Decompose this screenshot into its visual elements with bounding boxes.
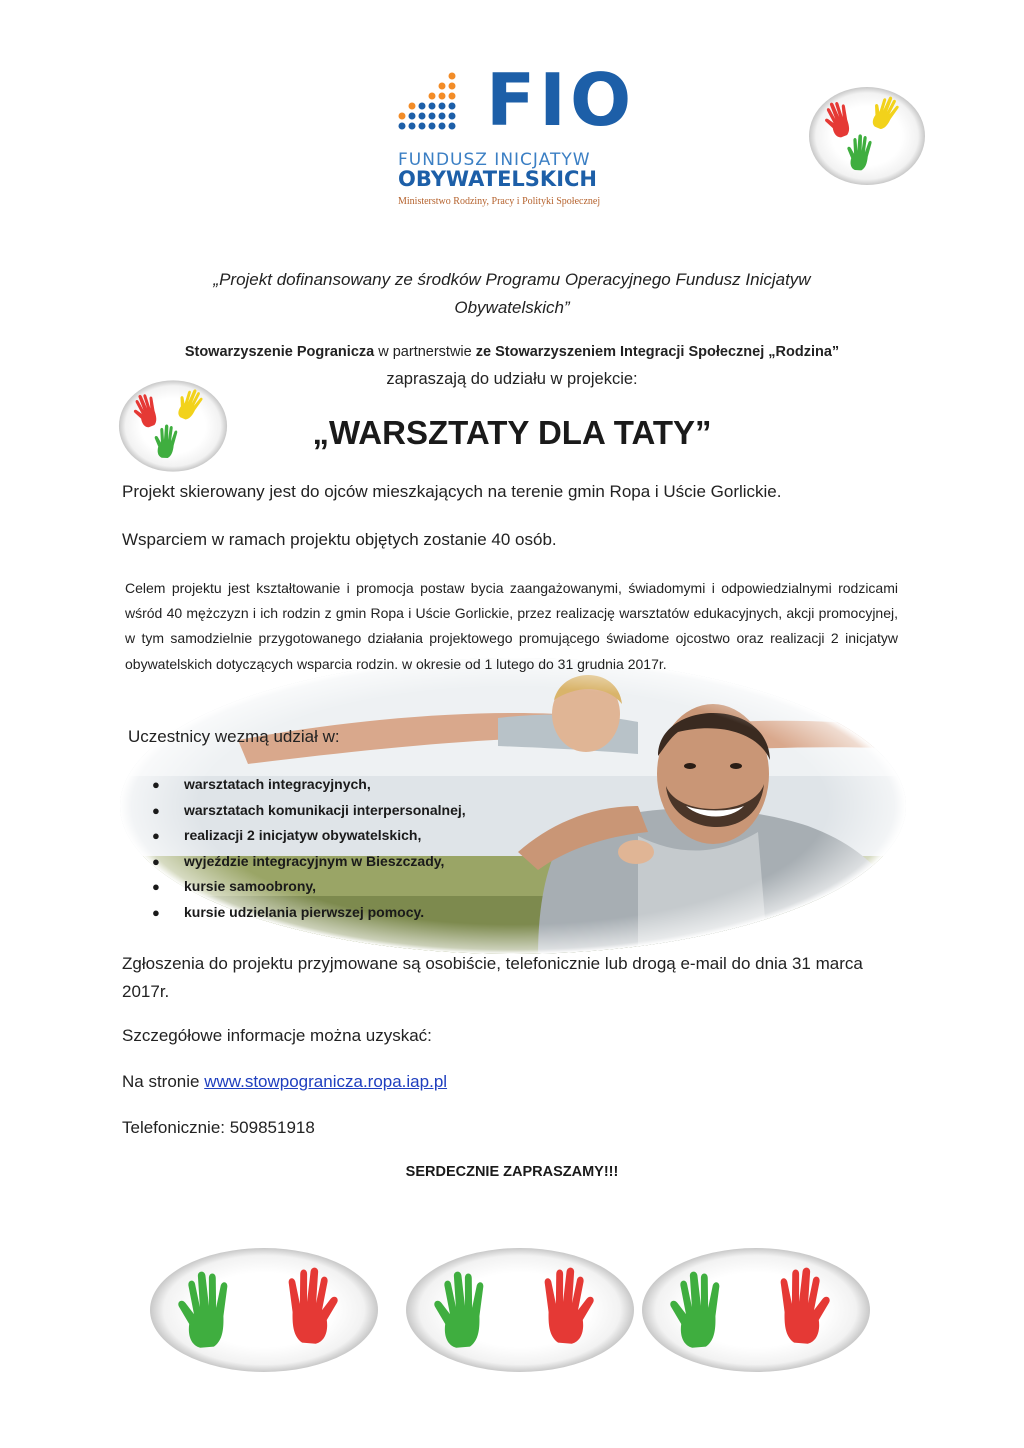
project-goal-paragraph: Celem projektu jest kształtowanie i promocja postaw bycia zaangażowanymi, świadomymi i odpowiedzialnymi rodzicami wśród 40 mężczyzn i ich rodzin z gmin Ropa i Uście Gorlickie, przez realizację warsztatów edukacyjnych, akcji promocyjnej, w tym samodzielnie przygotowanego działania projektowego promującego świadome ojcostwo oraz realizacji 2 inicjatyw obywatelskich dotyczących wsparcia rodzin. w okresie od 1 lutego do 31 grudnia 2017r. xyxy=(125,580,898,672)
fio-title: FIO xyxy=(486,58,636,142)
participants-heading: Uczestnicy wezmą udział w: xyxy=(128,727,340,746)
closing-invitation: SERDECZNIE ZAPRASZAMY!!! xyxy=(405,1164,619,1180)
application-paragraph: Zgłoszenia do projektu przyjmowane są osobiście, telefonicznie lub drogą e-mail do dnia 31 marca 2017r. xyxy=(122,954,863,1001)
hand-prints-icon xyxy=(808,86,926,186)
activity-label: wyjeździe integracyjnym w Bieszczady, xyxy=(184,852,445,869)
list-item xyxy=(152,900,466,926)
bullet-icon: ● xyxy=(152,879,160,894)
bullet-icon: ● xyxy=(152,802,160,818)
target-group-paragraph: Projekt skierowany jest do ojców mieszkających na terenie gmin Ropa i Uście Gorlickie. xyxy=(122,482,782,501)
activity-label: realizacji 2 inicjatyw obywatelskich, xyxy=(184,827,422,843)
funding-note-line1: „Projekt dofinansowany ze środków Programu Operacyjnego Fundusz Inicjatyw xyxy=(213,270,811,289)
list-item xyxy=(152,772,466,798)
list-item xyxy=(152,849,466,875)
partner-org-1: Stowarzyszenie Pogranicza xyxy=(184,344,375,360)
hand-prints-icon xyxy=(640,1246,872,1374)
bullet-icon: ● xyxy=(152,828,160,843)
bullet-icon: ● xyxy=(152,853,160,869)
list-item xyxy=(152,798,466,824)
hands-badge-bottom-3 xyxy=(640,1246,872,1374)
list-item xyxy=(152,823,466,849)
fio-ministry-name: Ministerstwo Rodziny, Pracy i Polityki Społecznej xyxy=(398,196,601,207)
funding-note-line2: Obywatelskich” xyxy=(454,298,570,317)
bullet-icon: ● xyxy=(152,777,160,792)
activity-list xyxy=(152,772,466,925)
invite-line: zapraszają do udziału w projekcie: xyxy=(386,370,638,388)
hands-badge-bottom-2 xyxy=(404,1246,636,1374)
activity-label: kursie udzielania pierwszej pomocy. xyxy=(184,903,425,920)
support-count-paragraph: Wsparciem w ramach projektu objętych zostanie 40 osób. xyxy=(122,530,557,549)
page-title: „WARSZTATY DLA TATY” xyxy=(312,414,712,451)
fio-fund-name-line1: FUNDUSZ INICJATYW xyxy=(398,150,591,170)
activity-label: warsztatach komunikacji interpersonalnej, xyxy=(184,801,466,818)
website-line xyxy=(122,1072,447,1092)
partners-line xyxy=(0,342,1024,362)
hand-prints-icon xyxy=(148,1246,380,1374)
phone-line: Telefonicznie: 509851918 xyxy=(122,1118,315,1137)
hands-badge-bottom-1 xyxy=(148,1246,380,1374)
fio-dots-icon xyxy=(396,70,460,132)
funding-note xyxy=(0,266,1024,322)
website-link[interactable]: www.stowpogranicza.ropa.iap.pl xyxy=(204,1072,448,1091)
fio-fund-name-line2: OBYWATELSKICH xyxy=(398,167,598,191)
activity-label: warsztatach integracyjnych, xyxy=(184,776,371,792)
partners-connector: w partnerstwie xyxy=(374,344,476,360)
bullet-icon: ● xyxy=(152,904,160,920)
activity-label: kursie samoobrony, xyxy=(184,878,317,894)
partner-org-2: ze Stowarzyszeniem Integracji Społecznej „Rodzina” xyxy=(475,344,840,360)
list-item xyxy=(152,874,466,900)
hand-prints-icon xyxy=(404,1246,636,1374)
fio-logo xyxy=(396,58,636,210)
hands-badge-top-right xyxy=(808,86,926,186)
website-label: Na stronie xyxy=(122,1072,205,1091)
details-paragraph: Szczegółowe informacje można uzyskać: xyxy=(122,1026,432,1045)
